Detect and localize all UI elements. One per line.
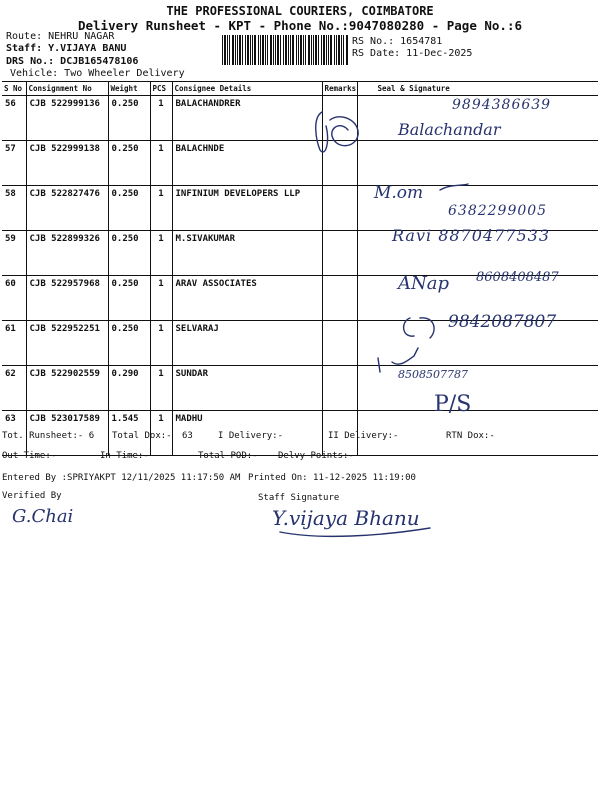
- barcode-bar: [296, 35, 297, 65]
- barcode-bar: [235, 35, 236, 65]
- cell-pcs: 1: [150, 411, 172, 456]
- barcode-bar: [288, 35, 289, 65]
- barcode-bar: [315, 35, 317, 65]
- r60-phone: 8608408487: [476, 270, 559, 285]
- total-dox-label: Total Dox:-: [112, 431, 172, 441]
- barcode-bar: [341, 35, 342, 65]
- col-pcs: PCS: [150, 82, 172, 96]
- barcode-bar: [250, 35, 251, 65]
- barcode-bar: [308, 35, 310, 65]
- total-dox-value: 63: [182, 431, 193, 441]
- barcode-bar: [224, 35, 226, 65]
- barcode-bar: [336, 35, 337, 65]
- staff-signature: Y.vijaya Bhanu: [272, 506, 420, 530]
- cell-weight: 0.290: [108, 366, 150, 411]
- cell-pcs: 1: [150, 96, 172, 141]
- barcode-bar: [252, 35, 253, 65]
- cell-sno: 57: [2, 141, 26, 186]
- barcode-bar: [227, 35, 228, 65]
- cell-consignment: CJB 522999138: [26, 141, 108, 186]
- barcode-bar: [292, 35, 294, 65]
- barcode-bar: [283, 35, 284, 65]
- staff-signature-label: Staff Signature: [258, 493, 340, 503]
- cell-remarks: [322, 276, 357, 321]
- barcode-bar: [267, 35, 268, 65]
- cell-weight: 0.250: [108, 141, 150, 186]
- barcode-bar: [258, 35, 259, 65]
- table-row: [2, 366, 598, 411]
- barcode-bar: [239, 35, 241, 65]
- printed-on: Printed On: 11-12-2025 11:19:00: [248, 473, 416, 483]
- cell-weight: 1.545: [108, 411, 150, 456]
- in-time: In Time:-: [100, 451, 149, 461]
- cell-consignee: SELVARAJ: [172, 321, 322, 366]
- cell-pcs: 1: [150, 366, 172, 411]
- cell-sno: 61: [2, 321, 26, 366]
- barcode-bar: [222, 35, 223, 65]
- barcode-bar: [232, 35, 234, 65]
- cell-pcs: 1: [150, 141, 172, 186]
- cell-sno: 59: [2, 231, 26, 276]
- barcode-bar: [343, 35, 344, 65]
- barcode-bar: [270, 35, 272, 65]
- cell-consignment: CJB 523017589: [26, 411, 108, 456]
- drs-number: DRS No.: DCJB165478106: [6, 56, 139, 67]
- cell-sno: 62: [2, 366, 26, 411]
- total-pod: Total POD:-: [198, 451, 258, 461]
- barcode-bar: [237, 35, 238, 65]
- cell-weight: 0.250: [108, 321, 150, 366]
- cell-consignee: M.SIVAKUMAR: [172, 231, 322, 276]
- cell-consignee: INFINIUM DEVELOPERS LLP: [172, 186, 322, 231]
- barcode-bar: [254, 35, 256, 65]
- verified-signature: G.Chai: [12, 506, 74, 527]
- cell-signature: [357, 366, 598, 411]
- rs-date: RS Date: 11-Dec-2025: [352, 48, 473, 59]
- cell-remarks: [322, 366, 357, 411]
- barcode-bar: [245, 35, 246, 65]
- cell-signature: [357, 141, 598, 186]
- cell-remarks: [322, 141, 357, 186]
- cell-sno: 56: [2, 96, 26, 141]
- barcode-bar: [290, 35, 291, 65]
- staff-label: Staff: Y.VIJAYA BANU: [6, 43, 127, 54]
- barcode-bar: [305, 35, 306, 65]
- r56-name: Balachandar: [398, 120, 501, 139]
- ii-delivery: II Delivery:-: [328, 431, 399, 441]
- col-sno: S No: [2, 82, 26, 96]
- i-delivery: I Delivery:-: [218, 431, 284, 441]
- cell-sno: 58: [2, 186, 26, 231]
- col-seal-signature: Seal & Signature: [357, 82, 598, 96]
- cell-pcs: 1: [150, 186, 172, 231]
- col-consignment: Consignment No: [26, 82, 108, 96]
- cell-consignee: BALACHNDE: [172, 141, 322, 186]
- r61-signature: 9842087807: [448, 312, 557, 332]
- cell-sno: 63: [2, 411, 26, 456]
- barcode-bar: [277, 35, 279, 65]
- entered-by: Entered By :SPRIYAKPT 12/11/2025 11:17:50 AM: [2, 473, 241, 483]
- r63-signature: P/S: [434, 392, 472, 417]
- col-consignee: Consignee Details: [172, 82, 322, 96]
- barcode-bar: [330, 35, 332, 65]
- r58-phone: 6382299005: [448, 203, 548, 219]
- out-time: Out Time:-: [2, 451, 57, 461]
- cell-remarks: [322, 231, 357, 276]
- col-weight: Weight: [108, 82, 150, 96]
- barcode-bar: [275, 35, 276, 65]
- barcode-bar: [262, 35, 264, 65]
- barcode-bar: [318, 35, 319, 65]
- cell-weight: 0.250: [108, 96, 150, 141]
- col-remarks: Remarks: [322, 82, 357, 96]
- cell-consignee: BALACHANDRER: [172, 96, 322, 141]
- cell-consignment: CJB 522999136: [26, 96, 108, 141]
- cell-weight: 0.250: [108, 231, 150, 276]
- barcode-bar: [303, 35, 304, 65]
- cell-pcs: 1: [150, 276, 172, 321]
- barcode-bar: [280, 35, 281, 65]
- barcode-bar: [326, 35, 327, 65]
- cell-consignment: CJB 522899326: [26, 231, 108, 276]
- table-header-row: [2, 82, 598, 96]
- barcode-bar: [247, 35, 249, 65]
- barcode-bar: [242, 35, 243, 65]
- barcode-bar: [311, 35, 312, 65]
- barcode-bar: [300, 35, 302, 65]
- barcode-bar: [313, 35, 314, 65]
- barcode-bar: [323, 35, 325, 65]
- cell-consignee: MADHU: [172, 411, 322, 456]
- barcode-bar: [273, 35, 274, 65]
- r56-phone: 9894386639: [452, 97, 552, 113]
- cell-pcs: 1: [150, 321, 172, 366]
- cell-remarks: [322, 186, 357, 231]
- cell-weight: 0.250: [108, 186, 150, 231]
- r58-signature: M.om: [374, 183, 424, 203]
- verified-by-label: Verified By: [2, 491, 62, 501]
- cell-consignment: CJB 522952251: [26, 321, 108, 366]
- barcode-icon: [222, 35, 348, 65]
- r59-signature: Ravi 8870477533: [392, 226, 550, 245]
- barcode-bar: [298, 35, 299, 65]
- barcode-bar: [321, 35, 322, 65]
- barcode-bar: [229, 35, 230, 65]
- cell-weight: 0.250: [108, 276, 150, 321]
- cell-consignee: SUNDAR: [172, 366, 322, 411]
- barcode-bar: [260, 35, 261, 65]
- cell-consignment: CJB 522902559: [26, 366, 108, 411]
- barcode-bar: [285, 35, 287, 65]
- vehicle-label: Vehicle: Two Wheeler Delivery: [10, 68, 185, 79]
- cell-consignee: ARAV ASSOCIATES: [172, 276, 322, 321]
- rs-number: RS No.: 1654781: [352, 36, 443, 47]
- route-label: Route: NEHRU NAGAR: [6, 31, 115, 42]
- table-row: [2, 141, 598, 186]
- cell-pcs: 1: [150, 231, 172, 276]
- r60-signature: ANap: [398, 273, 450, 294]
- delvy-points: Delvy Points:-: [278, 451, 354, 461]
- barcode-bar: [338, 35, 340, 65]
- rtn-dox: RTN Dox:-: [446, 431, 495, 441]
- tot-runsheet: Tot. Runsheet:- 6: [2, 431, 95, 441]
- runsheet-title: Delivery Runsheet - KPT - Phone No.:9047080280 - Page No.:6: [77, 18, 522, 33]
- barcode-bar: [334, 35, 335, 65]
- runsheet-table: [2, 81, 598, 456]
- r62-phone: 8508507787: [398, 368, 468, 381]
- cell-remarks: [322, 321, 357, 366]
- cell-sno: 60: [2, 276, 26, 321]
- cell-consignment: CJB 522827476: [26, 186, 108, 231]
- cell-consignment: CJB 522957968: [26, 276, 108, 321]
- company-title: THE PROFESSIONAL COURIERS, COIMBATORE: [166, 4, 434, 18]
- cell-remarks: [322, 96, 357, 141]
- barcode-bar: [346, 35, 348, 65]
- barcode-bar: [265, 35, 266, 65]
- barcode-bar: [328, 35, 329, 65]
